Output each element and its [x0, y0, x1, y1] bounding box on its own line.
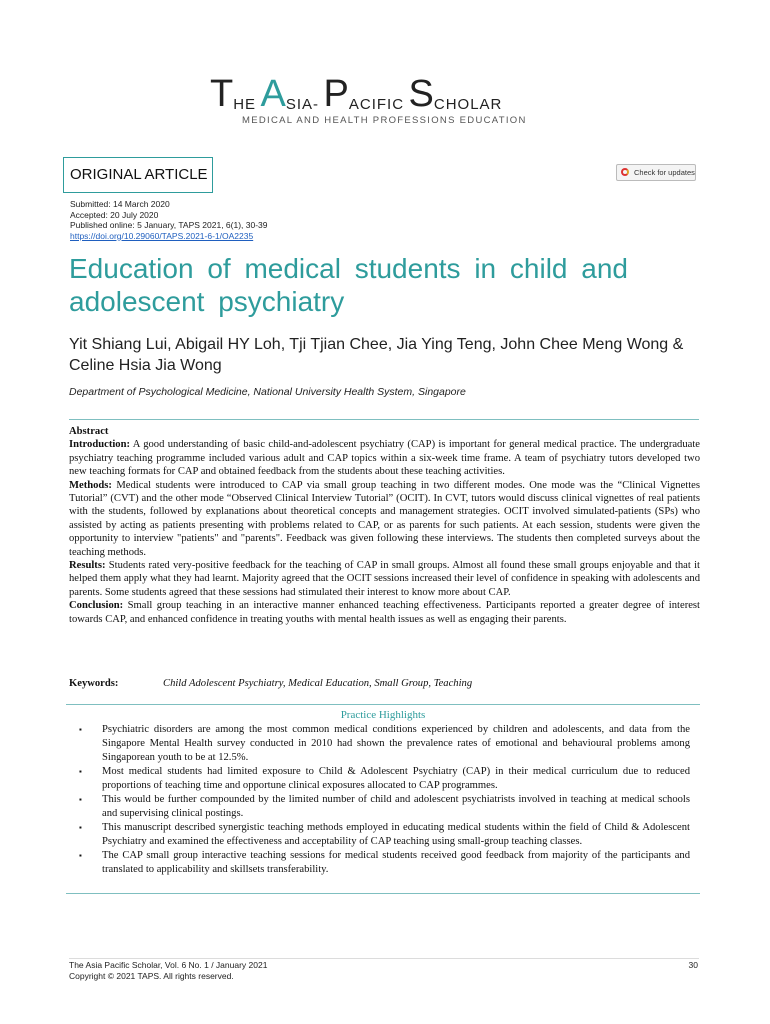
highlight-text: Most medical students had limited exposure to Child & Adolescent Psychiatry (CAP) in their medical curriculum due to reduced proportions of teaching time and opportune clinical exposures allocated to CAP programmes. [102, 766, 690, 791]
highlight-text: This manuscript described synergistic teaching methods employed in educating medical students within the field of Child & Adolescent Psychiatry and examined the effectiveness and acceptability of CAP teaching using small-group teaching classes. [102, 822, 690, 847]
highlight-text: Psychiatric disorders are among the most common medical conditions experienced by children and adolescents, and data from the Singapore Mental Health survey conducted in 2010 had shown the prevalence rates of emotional and behavioural problems among Singaporean youth to be at 12.5%. [102, 724, 690, 763]
footer-journal: The Asia Pacific Scholar, Vol. 6 No. 1 / January 2021 [69, 960, 268, 970]
published-info: Published online: 5 January, TAPS 2021, 6(1), 30-39 [70, 220, 268, 230]
highlight-item [66, 849, 700, 877]
highlight-item [66, 793, 700, 821]
methods-text: Medical students were introduced to CAP via small group teaching in two different modes. One mode was the “Clinical Vignettes Tutorial” (CVT) and the other mode “Observed Clinical Interview Tutorial” (OCIT). In CVT, tutors would discuss clinical vignettes of real patients with the students, followed by explanations about theoretical concepts and management strategies. OCIT involved simulated-patients (SPs) who assisted by acting as patients presenting with problems related to CAP, or as parents for such patients. At each session, students were given the opportunity to interview "patients" and "parents". Feedback was given following these interviews. The students then completed surveys about the teaching methods. [69, 479, 700, 558]
logo-word-sia: SIA- [285, 96, 320, 113]
logo-letter-s: S [408, 73, 434, 115]
highlight-text: This would be further compounded by the limited number of child and adolescent psychiatrists involved in teaching at medical schools and supervising clinical postings. [102, 794, 690, 819]
abstract-results [69, 559, 700, 599]
conclusion-label: Conclusion: [69, 600, 124, 612]
highlights-list [66, 723, 700, 877]
affiliation: Department of Psychological Medicine, National University Health System, Singapore [69, 386, 466, 398]
bullet-icon: ▪ [79, 795, 82, 804]
bullet-icon: ▪ [79, 725, 82, 734]
article-title: Education of medical students in child and adolescent psychiatry [69, 253, 628, 317]
methods-label: Methods: [69, 479, 112, 491]
section-divider [69, 419, 699, 420]
abstract-heading: Abstract [69, 426, 109, 437]
highlight-item [66, 765, 700, 793]
logo-letter-p: P [323, 73, 349, 115]
abstract-conclusion [69, 599, 700, 626]
highlight-text: The CAP small group interactive teaching sessions for medical students received good feedback from majority of the participants and translated to applicability and skillsets transferability. [102, 850, 690, 875]
logo-word-cholar: CHOLAR [433, 96, 503, 113]
logo-word-acific: ACIFIC [348, 96, 405, 113]
bullet-icon: ▪ [79, 851, 82, 860]
doi-link[interactable]: https://doi.org/10.29060/TAPS.2021-6-1/OA2235 [70, 230, 254, 241]
author-list: Yit Shiang Lui, Abigail HY Loh, Tji Tjian Chee, Jia Ying Teng, John Chee Meng Wong & Celine Hsia Jia Wong [69, 336, 684, 374]
conclusion-text: Small group teaching in an interactive manner enhanced teaching effectiveness. Participants reported a greater degree of interest towards CAP, and enhanced confidence in treating youths with mental health issues as well as engaging their parents. [69, 600, 700, 625]
check-for-updates-button[interactable] [616, 164, 696, 181]
practice-highlights-title: Practice Highlights [340, 709, 426, 721]
keywords-value: Child Adolescent Psychiatry, Medical Education, Small Group, Teaching [163, 678, 473, 689]
abstract-introduction [69, 438, 700, 478]
bullet-icon: ▪ [79, 823, 82, 832]
practice-highlights-box [66, 704, 700, 894]
page-footer [69, 960, 267, 981]
logo-word-he: HE [233, 96, 257, 113]
keywords-label: Keywords: [69, 678, 119, 689]
introduction-text: A good understanding of basic child-and-adolescent psychiatry (CAP) is important for general medical practice. The undergraduate psychiatry teaching programme included various adult and CAP topics within a six-week time frame. A team of psychiatry tutors developed two new teaching formats for CAP and obtained feedback from the students about these teaching activities. [69, 439, 700, 478]
page-number: 30 [688, 960, 698, 970]
introduction-label: Introduction: [69, 439, 131, 451]
highlight-item [66, 821, 700, 849]
submitted-date: Submitted: 14 March 2020 [70, 199, 170, 209]
bullet-icon: ▪ [79, 767, 82, 776]
logo-letter-t: T [210, 73, 234, 115]
accepted-date: Accepted: 20 July 2020 [70, 209, 159, 220]
footer-copyright: Copyright © 2021 TAPS. All rights reserved. [69, 970, 234, 981]
abstract-methods [69, 479, 700, 559]
logo-letter-a: A [260, 73, 286, 115]
results-label: Results: [69, 560, 106, 572]
journal-logo [210, 73, 580, 128]
results-text: Students rated very-positive feedback for the teaching of CAP in small groups. Almost all found these small groups enjoyable and that it helped them apply what they had learnt. Majority agreed that the OCIT sessions increased their level of confidence in speaking with adolescents and parents. Some students agreed that these sessions had stimulated their interest to know more about CAP. [69, 560, 700, 598]
footer-divider [69, 958, 699, 959]
highlight-item [66, 723, 700, 765]
article-type-box: ORIGINAL ARTICLE [63, 157, 213, 193]
keywords [69, 678, 472, 689]
logo-wordmark [210, 73, 503, 115]
abstract [69, 425, 700, 626]
crossmark-icon [620, 167, 631, 178]
check-for-updates-label: Check for updates [634, 168, 695, 177]
logo-subtitle: MEDICAL AND HEALTH PROFESSIONS EDUCATION [242, 115, 527, 126]
article-meta [70, 199, 268, 241]
